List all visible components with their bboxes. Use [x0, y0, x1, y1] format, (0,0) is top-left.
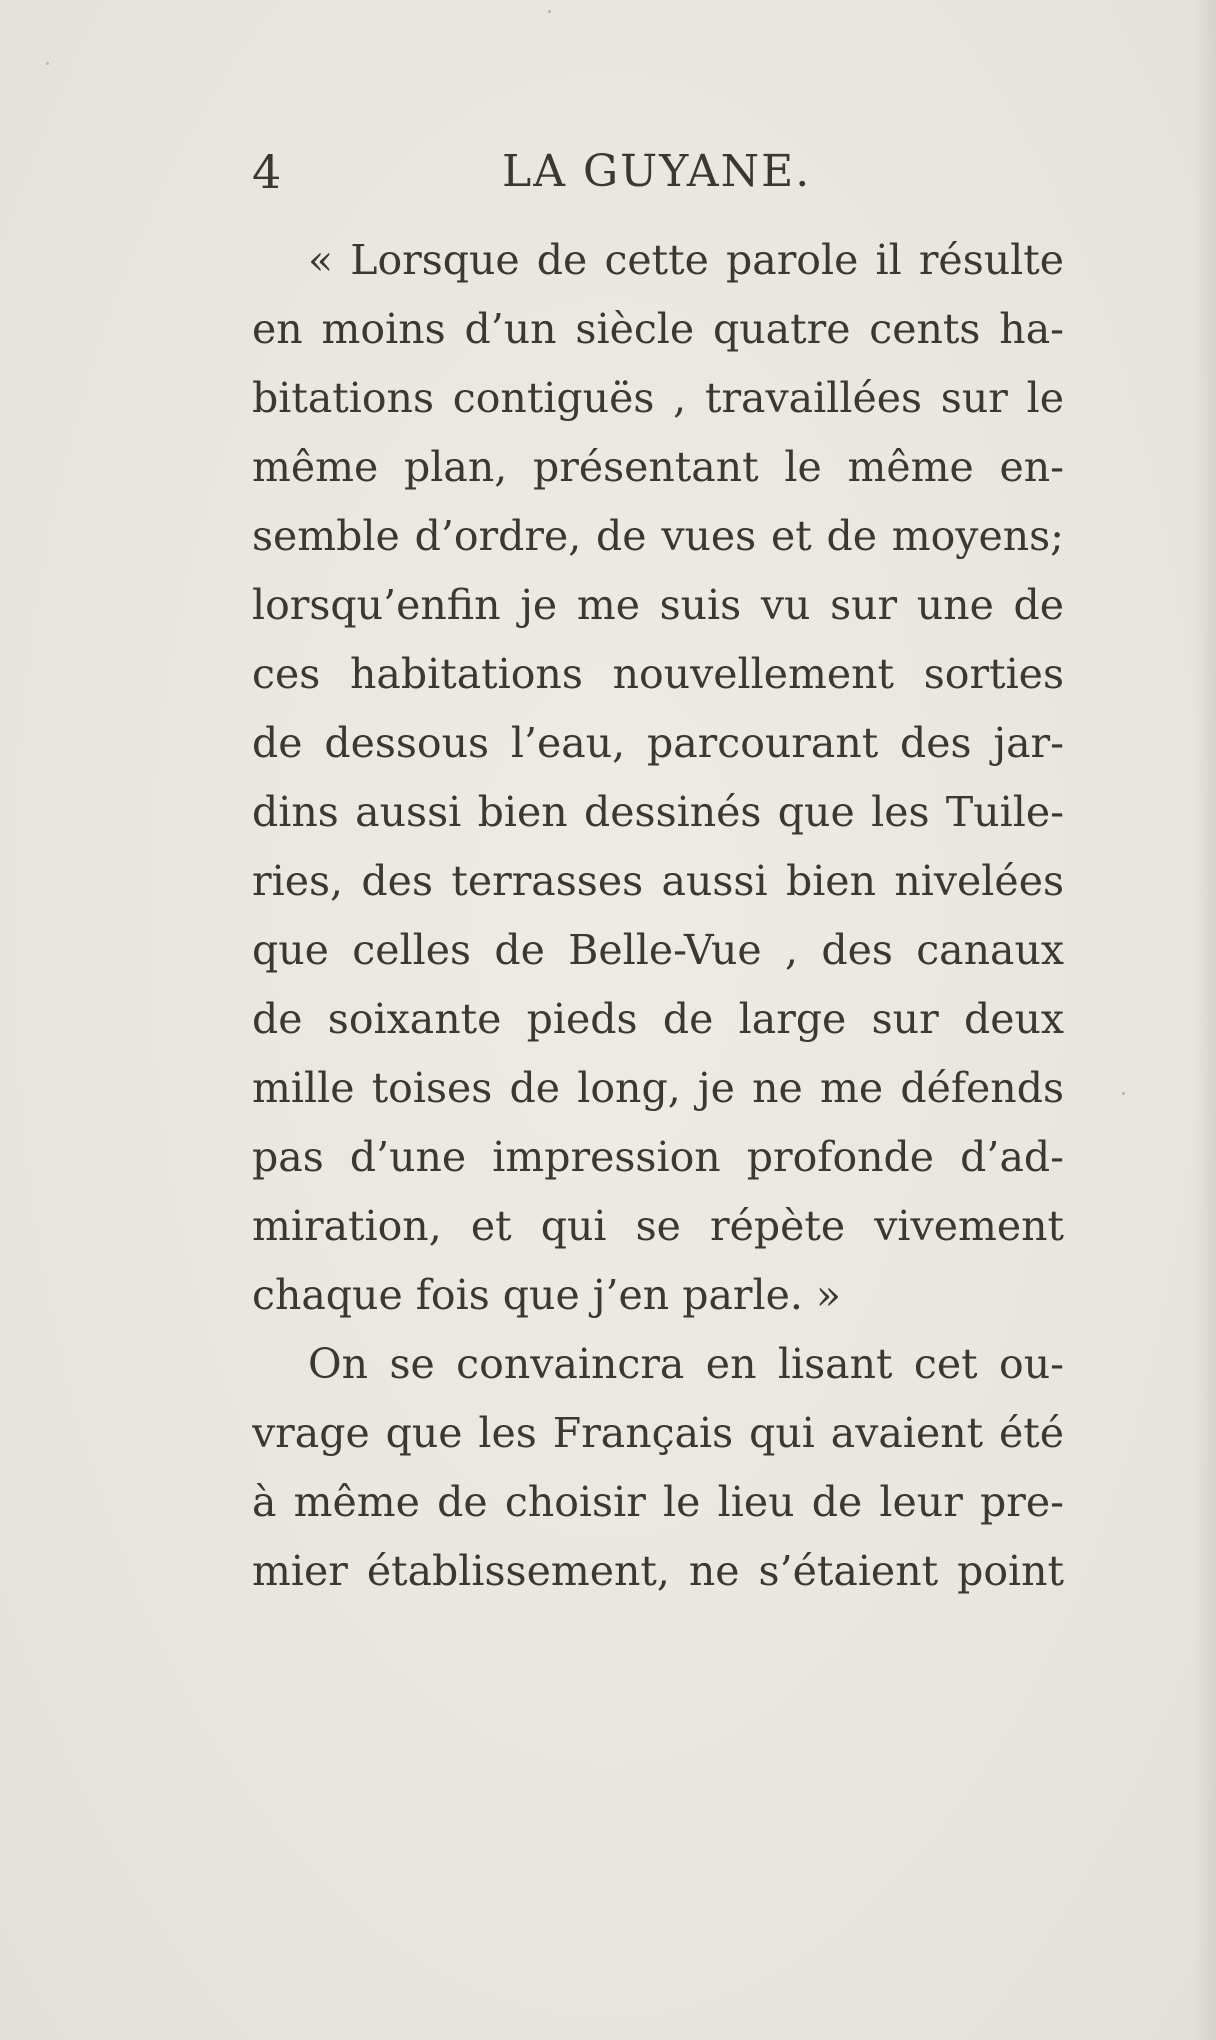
text-line: ces habitations nouvellement sorties — [252, 650, 1064, 698]
text-line: pas d’une impression profonde d’ad- — [252, 1133, 1064, 1181]
text-line: de soixante pieds de large sur deux — [252, 995, 1064, 1043]
text-line: ries, des terrasses aussi bien nivelées — [252, 857, 1064, 905]
page-edge-shadow — [1194, 0, 1216, 2040]
text-line: mille toises de long, je ne me défends — [252, 1064, 1064, 1112]
text-line: chaque fois que j’en parle. » — [252, 1271, 842, 1319]
text-line: en moins d’un siècle quatre cents ha- — [252, 305, 1064, 353]
running-title: LA GUYANE. — [502, 146, 812, 197]
page-number: 4 — [252, 145, 282, 199]
text-line: semble d’ordre, de vues et de moyens; — [252, 512, 1064, 560]
text-line: « Lorsque de cette parole il résulte — [308, 236, 1064, 284]
text-line: bitations contiguës , travaillées sur le — [252, 374, 1064, 422]
page-header — [252, 142, 1064, 202]
paper-speck — [46, 62, 49, 65]
text-line: On se convaincra en lisant cet ou- — [308, 1340, 1064, 1388]
text-line: même plan, présentant le même en- — [252, 443, 1064, 491]
text-line: dins aussi bien dessinés que les Tuile- — [252, 788, 1064, 836]
text-line: vrage que les Français qui avaient été — [252, 1409, 1064, 1457]
text-line: de dessous l’eau, parcourant des jar- — [252, 719, 1064, 767]
paper-speck — [1122, 1092, 1125, 1095]
text-line: lorsqu’enfin je me suis vu sur une de — [252, 581, 1064, 629]
paper-speck — [548, 10, 551, 13]
text-line: à même de choisir le lieu de leur pre- — [252, 1478, 1064, 1526]
text-line: miration, et qui se répète vivement — [252, 1202, 1064, 1250]
body-text — [252, 226, 1064, 1606]
text-line: que celles de Belle-Vue , des canaux — [252, 926, 1064, 974]
text-line: mier établissement, ne s’étaient point — [252, 1547, 1064, 1595]
